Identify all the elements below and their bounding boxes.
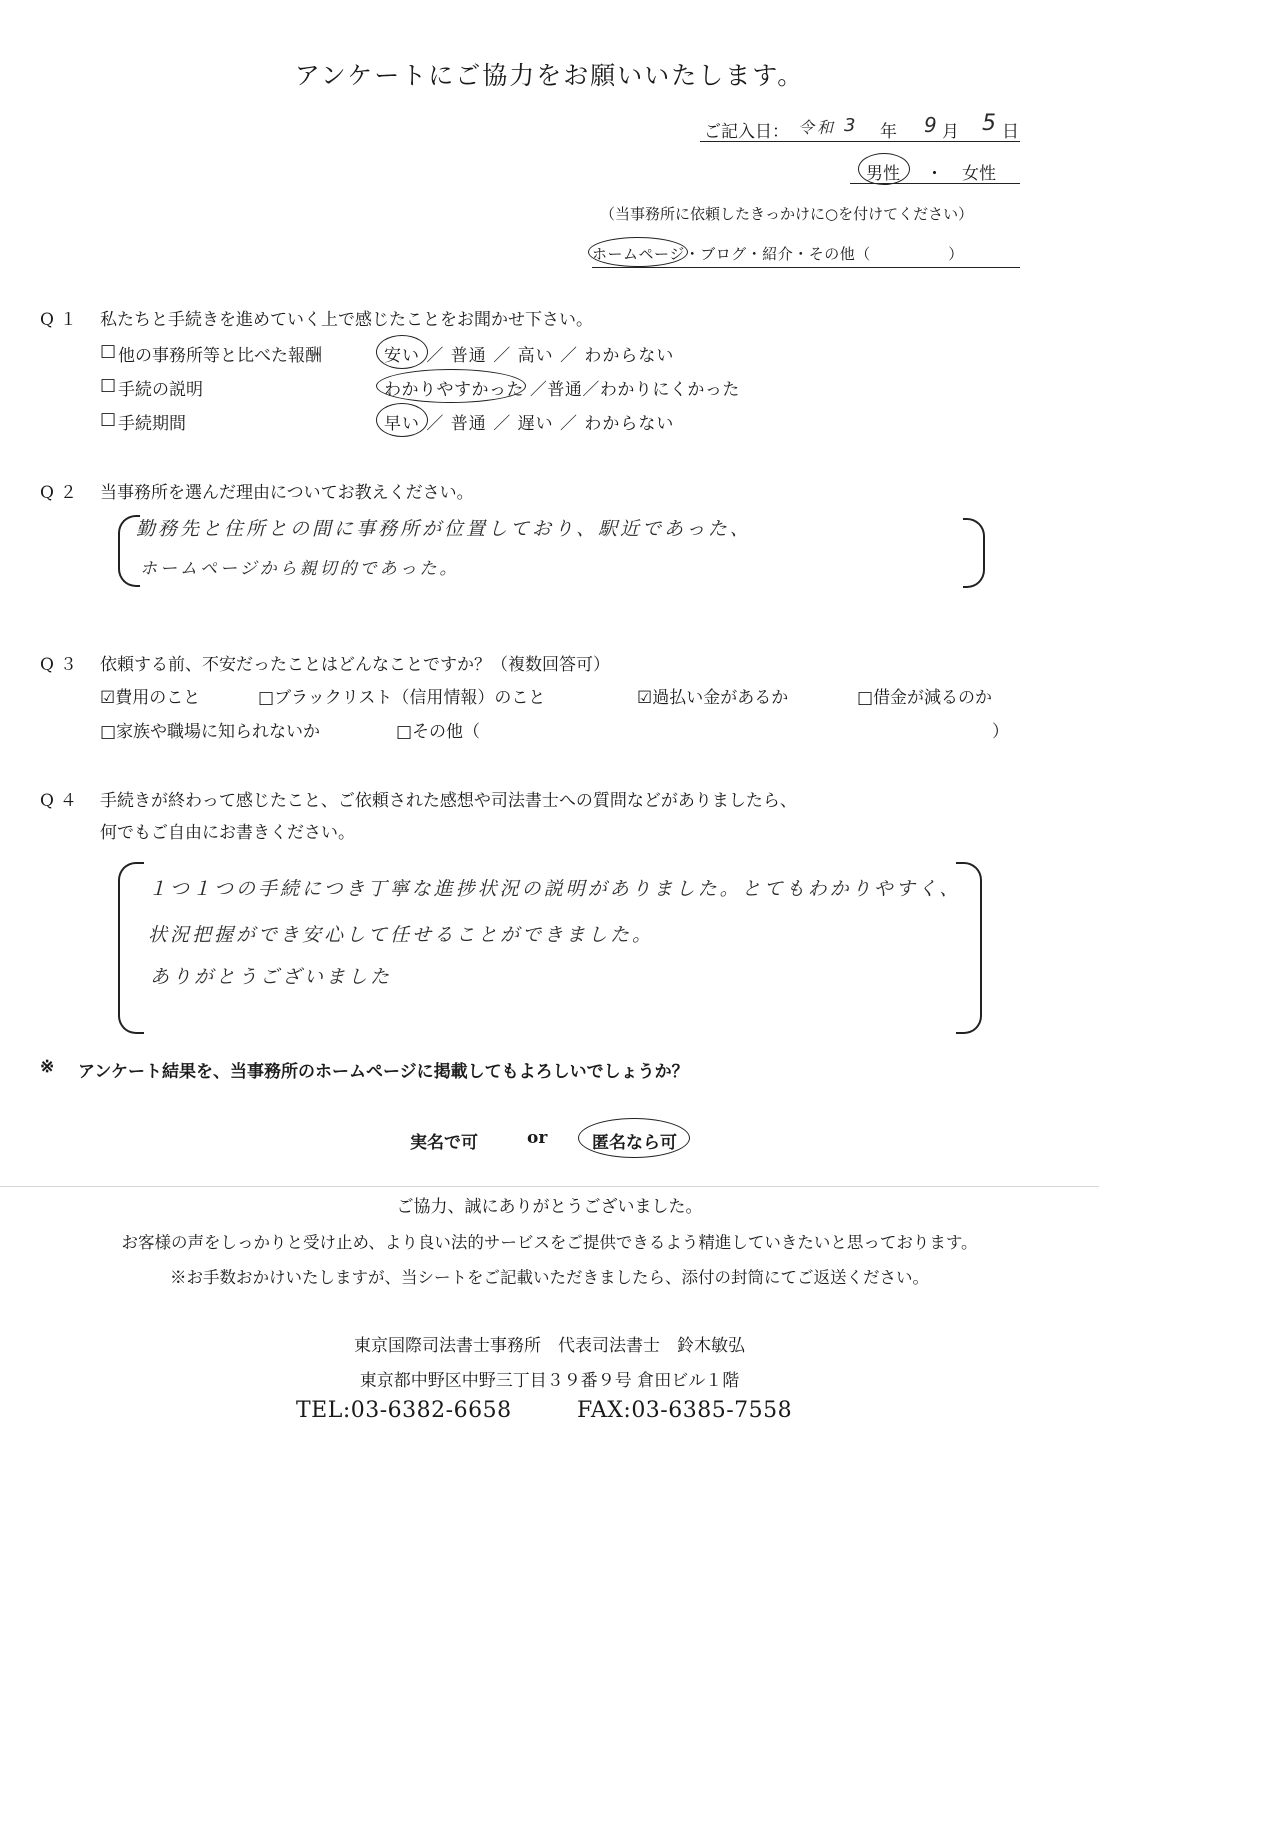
gender-selection-circle	[858, 153, 910, 185]
q4-text-line-1: 手続きが終わって感じたこと、ご依頼された感想や司法書士への質問などがありましたら、	[100, 791, 797, 811]
gender-female: 女性	[962, 164, 996, 184]
q1-label: Q１	[40, 310, 83, 330]
q1-item-label: 手続の説明	[118, 380, 203, 400]
q1-item-explanation	[100, 375, 860, 401]
checkbox-checked[interactable]: ☑	[100, 688, 116, 708]
publish-option-real-name[interactable]: 実名で可	[410, 1133, 478, 1153]
q1-item-options: 早い ／ 普通 ／ 遅い ／ わからない	[384, 414, 675, 434]
page-title: アンケートにご協力をお願いいたします。	[294, 61, 805, 90]
checkbox[interactable]: □	[100, 722, 117, 742]
divider	[0, 1186, 1099, 1187]
q1-text: 私たちと手続きを進めていく上で感じたことをお聞かせ下さい。	[100, 310, 593, 330]
date-field	[700, 111, 1020, 142]
q1-item-fee	[100, 341, 860, 367]
q3-option-label: その他（	[412, 722, 481, 742]
q3-option-label: 過払い金があるか	[652, 688, 789, 708]
q1-explanation-selection-circle	[376, 369, 526, 403]
q3-option-family	[100, 717, 320, 742]
q4-answer-line-1: １つ１つの手続につき丁寧な進捗状況の説明がありました。とてもわかりやすく、	[148, 878, 962, 900]
q3-option-other	[396, 717, 480, 742]
office-name: 東京国際司法書士事務所 代表司法書士 鈴木敏弘	[354, 1336, 745, 1356]
q3-option-label: 費用のこと	[115, 688, 201, 708]
q2-answer-line-2: ホームページから親切的であった。	[140, 559, 460, 579]
office-tel[interactable]: TEL:03-6382-6658	[296, 1398, 512, 1423]
q4-label: Q４	[40, 791, 83, 811]
q3-label: Q３	[40, 655, 83, 675]
gender-separator: ・	[926, 164, 943, 184]
trigger-selection-circle	[588, 237, 688, 267]
q4-answer-bracket-left	[118, 862, 144, 1034]
q3-option-label: 家族や職場に知られないか	[116, 722, 321, 742]
q4-text-line-2: 何でもご自由にお書きください。	[100, 823, 355, 843]
footer-thanks: ご協力、誠にありがとうございました。	[396, 1197, 703, 1217]
q2-answer-bracket-right	[963, 518, 985, 588]
date-month: 9	[924, 113, 940, 137]
date-era: 令和	[798, 118, 837, 137]
publish-mark: ※	[40, 1057, 55, 1077]
trigger-options-text: ホームページ・ブログ・紹介・その他（ ）	[592, 245, 964, 263]
checkbox[interactable]: □	[857, 688, 874, 708]
publish-option-anonymous[interactable]: 匿名なら可	[592, 1133, 677, 1153]
office-fax: FAX:03-6385-7558	[577, 1398, 793, 1423]
checkbox[interactable]: □	[100, 409, 117, 429]
checkbox-checked[interactable]: ☑	[637, 688, 653, 708]
q1-period-selection-circle	[376, 403, 428, 437]
q3-option-debt	[857, 683, 992, 708]
trigger-options	[592, 243, 1020, 268]
q1-item-period	[100, 409, 860, 435]
date-label: ご記入日：	[704, 122, 789, 142]
gender-field	[850, 157, 1020, 184]
q1-fee-selection-circle	[376, 335, 428, 369]
q3-option-label: 借金が減るのか	[873, 688, 993, 708]
q1-item-options: 安い ／ 普通 ／ 高い ／ わからない	[384, 346, 675, 366]
q1-item-label: 手続期間	[118, 414, 186, 434]
q3-option-label: ブラックリスト（信用情報）のこと	[274, 688, 546, 708]
q3-other-close: ）	[992, 722, 1009, 742]
checkbox[interactable]: □	[100, 375, 117, 395]
q3-option-blacklist	[258, 683, 545, 708]
office-address: 東京都中野区中野三丁目３９番９号 倉田ビル１階	[359, 1371, 740, 1391]
trigger-instruction: （当事務所に依頼したきっかけに○を付けてください）	[600, 205, 974, 223]
footer-message: お客様の声をしっかりと受け止め、より良い法的サービスをご提供できるよう精進していきたいと思っております。	[121, 1233, 978, 1252]
q3-option-overpayment	[637, 683, 788, 708]
checkbox[interactable]: □	[258, 688, 275, 708]
date-day: 5	[982, 111, 999, 136]
footer-return-note: ※お手数おかけいたしますが、当シートをご記載いただきましたら、添付の封筒にてご返送ください。	[170, 1268, 929, 1287]
date-year-label: 年	[880, 122, 897, 142]
checkbox[interactable]: □	[396, 722, 413, 742]
date-day-label: 日	[1002, 122, 1019, 142]
q4-answer-line-2: 状況把握ができ安心して任せることができました。	[148, 924, 655, 946]
q3-option-cost	[100, 683, 200, 708]
q4-answer-line-3: ありがとうございました	[150, 966, 393, 988]
publish-question: アンケート結果を、当事務所のホームページに掲載してもよろしいでしょうか？	[78, 1062, 689, 1082]
q1-item-label: 他の事務所等と比べた報酬	[118, 346, 322, 366]
q2-answer-line-1: 勤務先と住所との間に事務所が位置しており、駅近であった、	[136, 518, 752, 540]
q2-text: 当事務所を選んだ理由についてお教えください。	[100, 483, 474, 503]
date-month-label: 月	[942, 122, 959, 142]
q1-item-options: わかりやすかった ／普通／わかりにくかった	[384, 380, 740, 400]
publish-selection-circle	[578, 1118, 690, 1158]
gender-male: 男性	[866, 164, 900, 184]
q2-label: Q２	[40, 483, 83, 503]
checkbox[interactable]: □	[100, 341, 117, 361]
date-year: 3	[844, 115, 859, 136]
q3-text: 依頼する前、不安だったことはどんなことですか？（複数回答可）	[100, 655, 610, 675]
publish-or: or	[527, 1128, 548, 1148]
